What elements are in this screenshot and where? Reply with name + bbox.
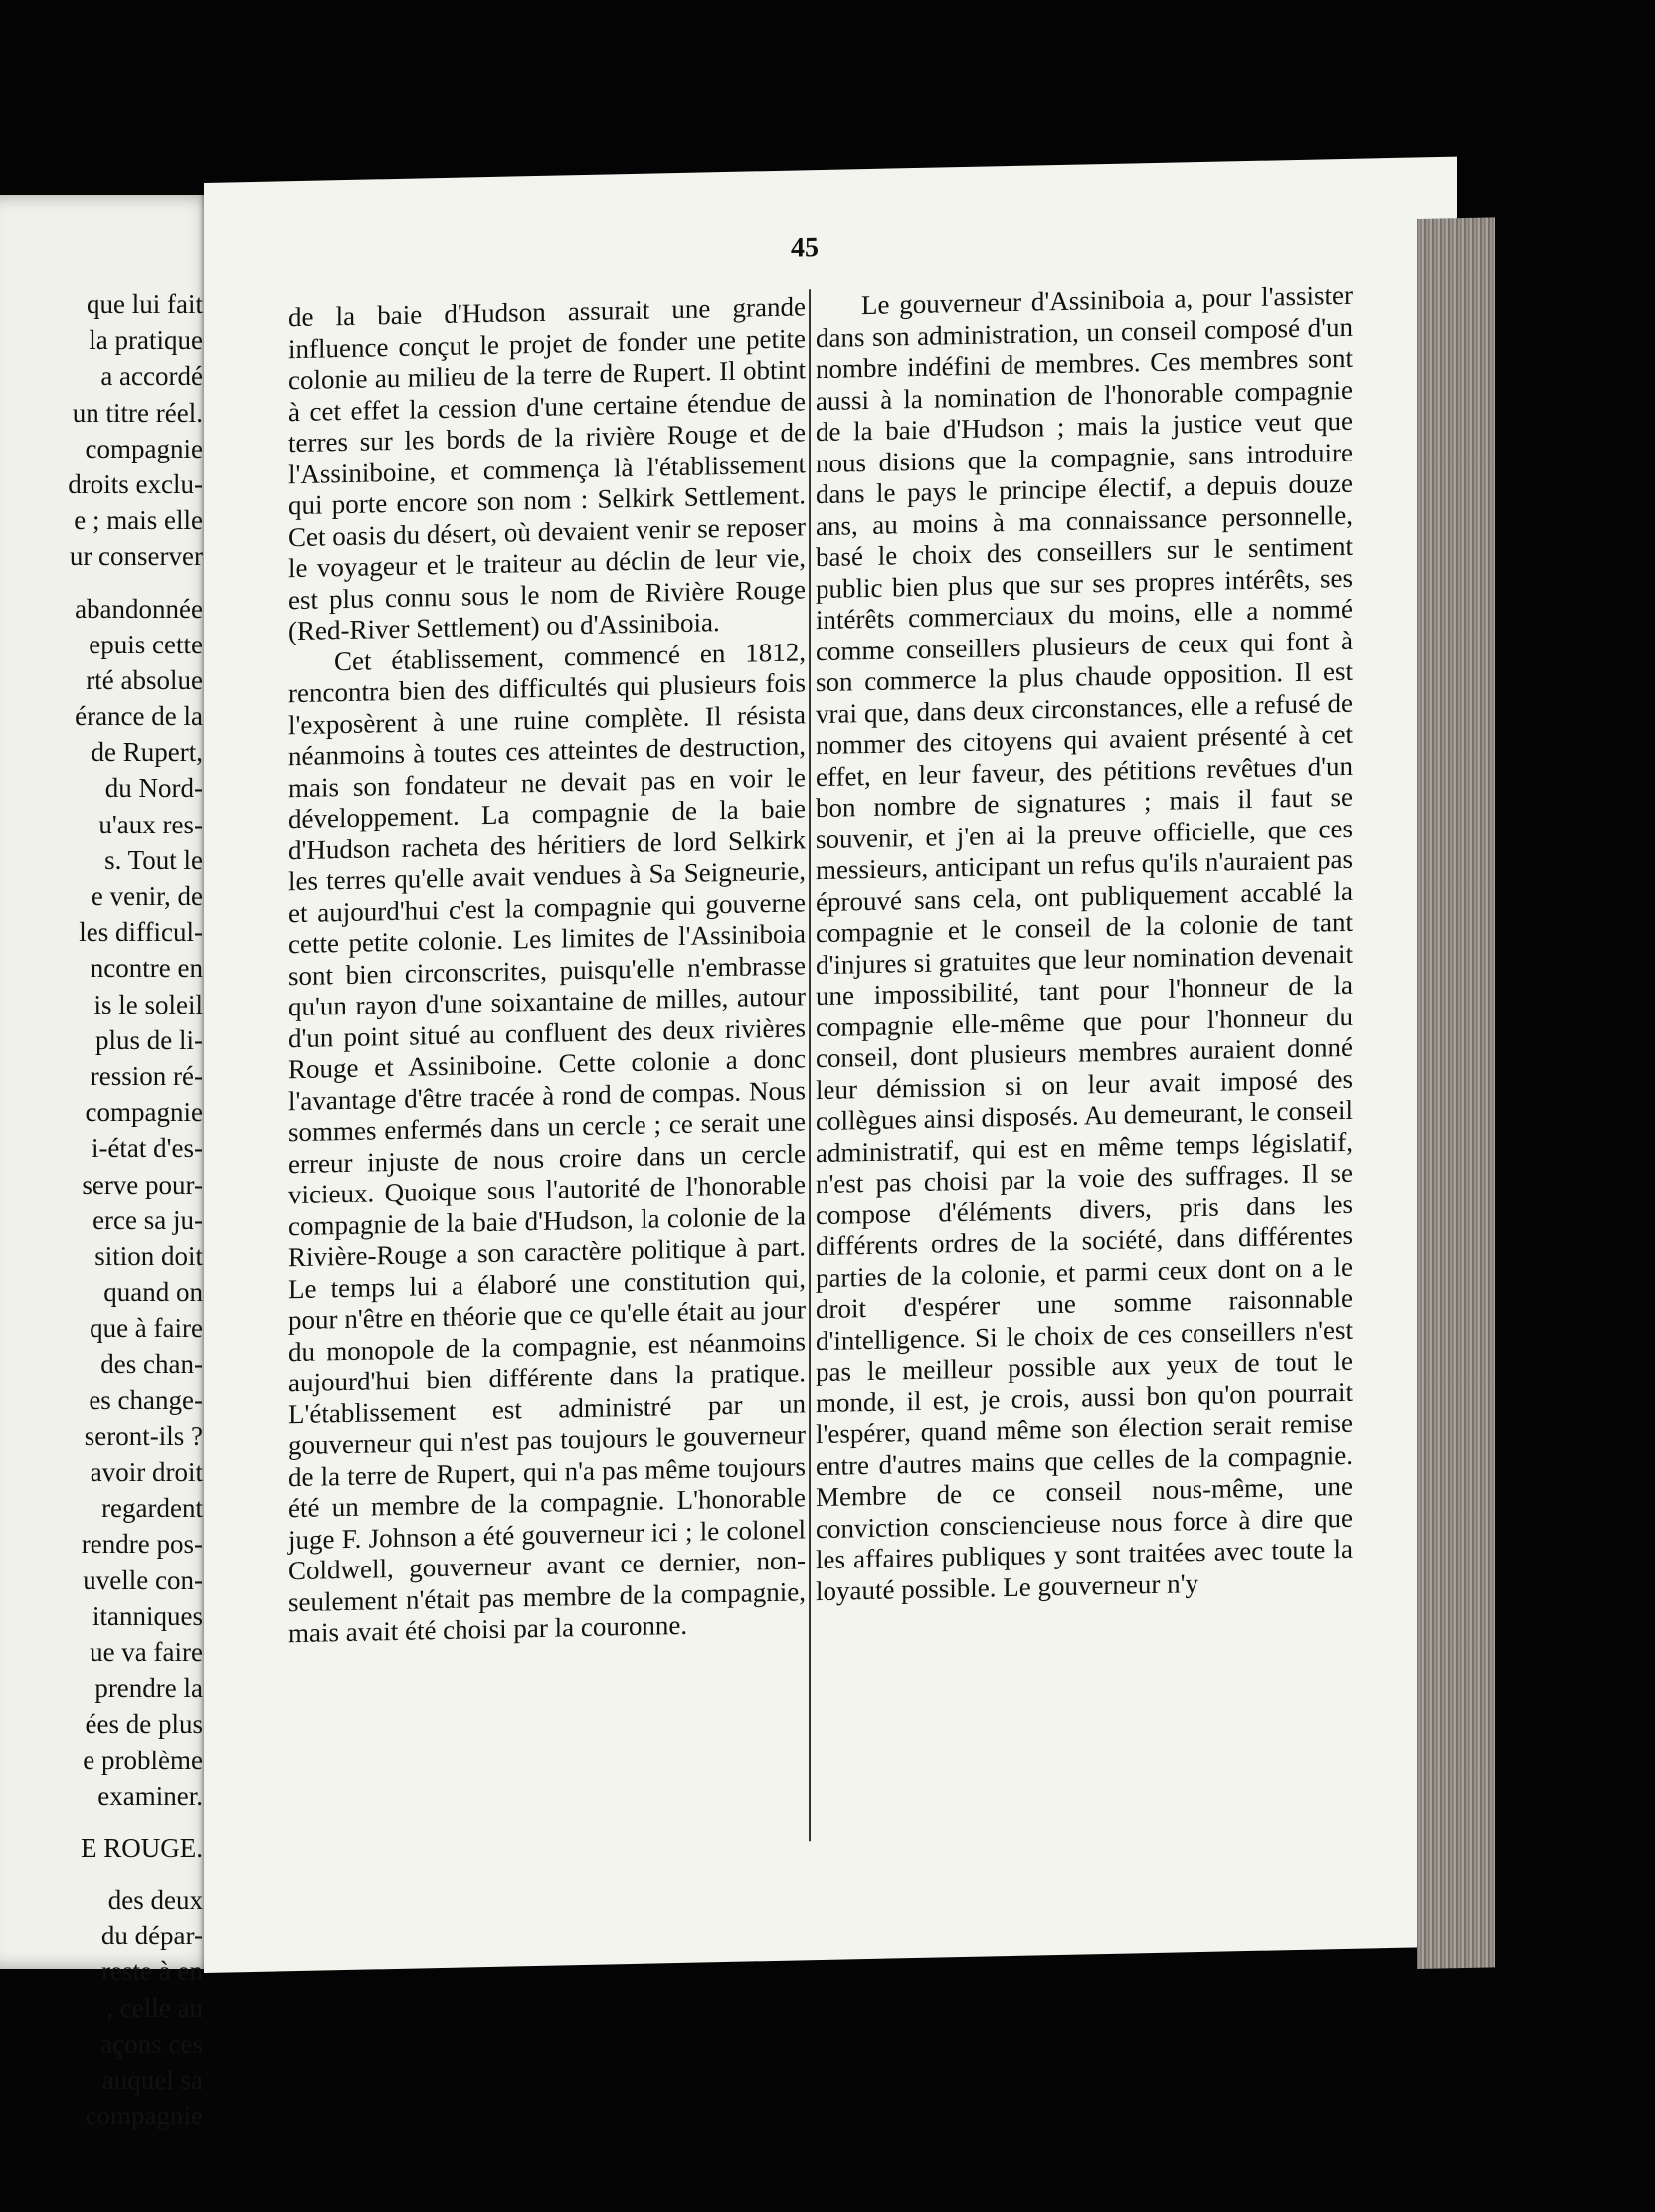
left-page-line: des deux [107, 1885, 203, 1916]
left-page-line: epuis cette [89, 629, 203, 659]
paragraph: Cet établissement, commencé en 1812, rencontra bien des difficultés qui plusieurs fois l'exposèrent à une ruine complète. Il résista néanmoins à toutes ces atteintes de destruction, mais son fondateur ne devait pas en voir le développement. La compagnie de la baie d'Hudson racheta des héritiers de lord Selkirk les terres qu'elle avait vendues à Sa Seigneurie, et aujourd'hui c'est la compagnie qui gouverne cette petite colonie. Les limites de l'Assiniboia sont bien circonscrites, puisqu'elle n'embrasse qu'un rayon d'une soixantaine de milles, autour d'un point situé au confluent des deux rivières Rouge et Assiniboine. Cette colonie a donc l'avantage d'être tracée à rond de compas. Nous sommes enfermés dans un cercle ; ce serait une erreur injuste de nous croire dans un cercle vicieux. Quoique sous l'autorité de l'honorable compagnie de la baie d'Hudson, la colonie de la Rivière-Rouge a son caractère politique à part. Le temps lui a élaboré une constitution qui, pour n'être en théorie que ce qu'elle était au jour du monopole de la compagnie, est néanmoins aujourd'hui bien différente dans la pratique. L'établissement est administré par un gouverneur qui n'est pas toujours le gouverneur de la terre de Rupert, qui n'a pas même toujours été un membre de la compagnie. L'honorable juge F. Johnson a été gouverneur ici ; le colonel Coldwell, gouverneur avant ce dernier, non-seulement n'était pas membre de la compagnie, mais avait été choisi par la couronne. [288, 636, 806, 1649]
left-page-line: examiner. [97, 1780, 203, 1811]
page-number: 45 [791, 232, 819, 264]
left-page-line: érance de la [75, 701, 203, 732]
left-column [288, 291, 806, 1649]
left-page-line: que à faire [90, 1313, 203, 1344]
left-page-line [0, 1866, 203, 1882]
left-page-line: regardent [101, 1493, 203, 1524]
left-page-line: ées de plus [85, 1709, 203, 1740]
left-page-line: a accordé [100, 361, 203, 392]
left-page-line: erce sa ju- [92, 1204, 203, 1235]
left-page-line [0, 1814, 203, 1830]
left-page-line: açons ces [100, 2028, 203, 2059]
left-page-line: e venir, de [91, 881, 203, 911]
left-page-line: itanniques [92, 1600, 203, 1631]
left-page-line: es change- [89, 1384, 203, 1415]
left-page-line: du Nord- [104, 773, 203, 804]
paragraph: Le gouverneur d'Assiniboia a, pour l'assister dans son administration, un conseil composé d'un nombre indéfini de membres. Ces membres sont aussi à la nomination de l'honorable compagnie de la baie d'Hudson ; mais la justice veut que nous disions que la compagnie, sans introduire dans le pays le principe électif, a depuis douze ans, au moins à ma connaissance personnelle, basé le choix des conseillers sur le sentiment public bien plus que sur ses propres intérêts, ses intérêts commerciaux du moins, elle a nommé comme conseillers plusieurs de ceux qui font à son commerce la plus chaude opposition. Il est vrai que, dans deux circonstances, elle a refusé de nommer des citoyens qui avaient présenté à cet effet, en leur faveur, des pétitions revêtues d'un bon nombre de signatures ; mais il faut se souvenir, et j'en ai la preuve officielle, que ces messieurs, anticipant un refus qu'ils n'auraient pas éprouvé sans cela, ont publiquement accablé la compagnie et le conseil de la colonie de tant d'injures si gratuites que leur nomination devenait une impossibilité, tant pour l'honneur de la compagnie elle-même que pour l'honneur du conseil, dont plusieurs membres auraient donné leur démission si on leur avait imposé des collègues ainsi disposés. Au demeurant, le conseil administratif, qui est en même temps législatif, n'est pas choisi par la voie des suffrages. Il se compose d'éléments divers, pris dans les différents ordres de la société, dans différentes parties de la colonie, et parmi ceux dont on a le droit d'espérer une somme raisonnable d'intelligence. Si le choix de ces conseillers n'est pas le meilleur possible aux yeux de tout le monde, il est, je crois, aussi bon qu'on pourrait l'espérer, quand même son élection serait remise entre d'autres mains que celles de la compagnie. Membre de ce conseil nous-même, une conviction consciencieuse nous force à dire que les affaires publiques y sont traitées avec toute la loyauté possible. Le gouverneur n'y [816, 279, 1353, 1606]
left-page-line: de Rupert, [91, 737, 203, 768]
paragraph: de la baie d'Hudson assurait une grande influence conçut le projet de fonder une petite colonie au milieu de la terre de Rupert. Il obtint à cet effet la cession d'une certaine étendue de terres sur les bords de la rivière Rouge et de l'Assiniboine, et commença là l'établissement qui porte encore son nom : Selkirk Settlement. Cet oasis du désert, où devaient venir se reposer le voyageur et le traiteur au déclin de leur vie, est plus connu sous le nom de Rivière Rouge (Red-River Settlement) ou d'Assiniboia. [288, 291, 806, 646]
left-page-line: du dépar- [100, 1921, 203, 1951]
left-page-line: ue va faire [90, 1636, 203, 1667]
right-column [816, 280, 1353, 1607]
left-page-line: quand on [103, 1277, 203, 1308]
left-page-line: u'aux res- [98, 809, 203, 839]
left-page-line: ression ré- [90, 1060, 203, 1091]
right-page [204, 157, 1457, 1973]
left-page-line: serve pour- [82, 1169, 203, 1199]
left-page-line: e problème [83, 1745, 203, 1775]
left-page-line: sition doit [94, 1240, 203, 1271]
page-edge [1417, 217, 1495, 1969]
left-page-line: , celle au [106, 1992, 203, 2023]
left-page-line: uvelle con- [83, 1565, 203, 1595]
left-page-line [0, 575, 203, 591]
left-page-line: des chan- [100, 1349, 203, 1380]
left-page-line: i-état d'es- [91, 1133, 203, 1164]
left-page-line: compagnie [85, 2101, 203, 2131]
left-page-line: prendre la [94, 1673, 203, 1704]
left-page-line: rté absolue [86, 664, 203, 695]
left-page-line: E ROUGE. [81, 1832, 203, 1863]
left-page-line: s. Tout le [104, 844, 203, 875]
left-page-line: seront-ils ? [84, 1420, 203, 1451]
left-page-line: ncontre en [90, 953, 203, 984]
left-page-line: plus de li- [95, 1024, 203, 1055]
left-page [0, 195, 221, 2131]
left-page-line: que lui fait [87, 289, 203, 319]
left-page-line: ur conserver [69, 541, 203, 572]
left-page-line: reste à en [101, 1956, 203, 1987]
left-page-text [0, 286, 203, 2133]
column-divider [809, 289, 811, 1841]
left-page-line: avoir droit [90, 1457, 203, 1487]
left-page-line: auquel sa [101, 2065, 203, 2095]
left-page-line: un titre réel. [72, 397, 203, 428]
left-page-line: is le soleil [93, 989, 203, 1019]
left-page-line: compagnie [85, 433, 203, 463]
left-page-line: abandonnée [75, 593, 203, 624]
left-page-line: e ; mais elle [74, 505, 203, 536]
left-page-line: la pratique [89, 325, 203, 356]
left-page-line: rendre pos- [81, 1529, 203, 1560]
left-page-line: les difficul- [79, 917, 203, 948]
left-page-line: droits exclu- [68, 468, 203, 499]
left-page-line: compagnie [85, 1097, 203, 1128]
